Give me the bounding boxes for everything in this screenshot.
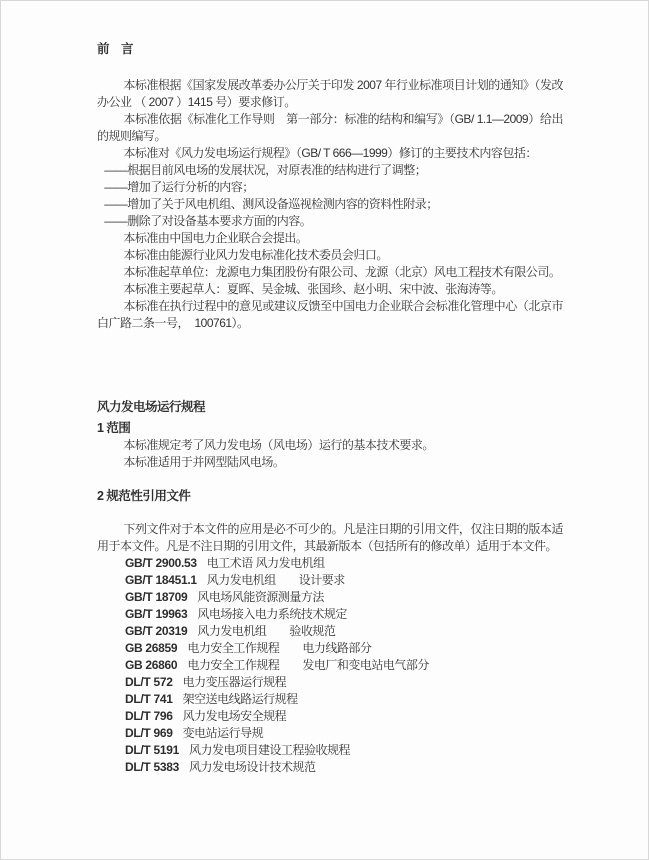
foreword-paragraph: 本标准由中国电力企业联合会提出。	[123, 231, 308, 245]
reference-title: 电力安全工作规程 发电厂和变电站电气部分	[187, 658, 429, 672]
reference-list	[97, 555, 563, 776]
foreword-paragraph: ——增加了运行分析的内容；	[104, 180, 254, 194]
foreword-title: 前 言	[97, 42, 134, 56]
foreword-paragraph: ——增加了关于风电机组、测风设备巡视检测内容的资料性附录；	[104, 197, 438, 211]
reference-title: 风力发电机组 验收规范	[197, 624, 336, 638]
reference-code: GB/T 19963	[125, 607, 188, 621]
section-1-heading: 1 范围	[97, 421, 131, 435]
reference-item	[125, 623, 563, 640]
reference-title: 风力发电机组 设计要求	[206, 573, 345, 587]
reference-code: DL/T 5383	[125, 760, 179, 774]
foreword-paragraph: 本标准在执行过程中的意见或建议反馈至中国电力企业联合会标准化管理中心（北京市白广路二条一号， 100761）。	[97, 299, 563, 330]
section-2-heading: 2 规范性引用文件	[97, 489, 191, 503]
section-2-intro-paragraph: 下列文件对于本文件的应用是必不可少的。凡是注日期的引用文件，仅注日期的版本适用于本文件。凡是不注日期的引用文件，其最新版本（包括所有的修改单）适用于本文件。	[97, 522, 563, 553]
reference-code: GB/T 2900.53	[125, 556, 197, 570]
reference-item	[125, 708, 563, 725]
reference-item	[125, 572, 563, 589]
reference-code: DL/T 572	[125, 675, 173, 689]
foreword-paragraph: 本标准起草单位：龙源电力集团股份有限公司、龙源（北京）风电工程技术有限公司。	[123, 265, 561, 279]
reference-title: 电力变压器运行规程	[182, 675, 287, 689]
reference-title: 架空送电线路运行规程	[182, 692, 298, 706]
reference-title: 电力安全工作规程 电力线路部分	[187, 641, 372, 655]
reference-item	[125, 742, 563, 759]
reference-code: DL/T 5191	[125, 743, 179, 757]
foreword-paragraph: 本标准根据《国家发展改革委办公厅关于印发 2007 年行业标准项目计划的通知》（发改办公业 （ 2007 ）1415 号）要求修订。	[97, 78, 563, 109]
reference-title: 变电站运行导规	[182, 726, 264, 740]
reference-item	[125, 759, 563, 776]
reference-title: 风电场接入电力系统技术规定	[197, 607, 347, 621]
section-1-paragraph: 本标准适用于并网型陆风电场。	[123, 455, 285, 469]
standard-title: 风力发电场运行规程	[97, 400, 206, 414]
foreword-paragraphs	[97, 77, 563, 332]
reference-code: DL/T 969	[125, 726, 173, 740]
reference-item	[125, 691, 563, 708]
reference-item	[125, 674, 563, 691]
reference-title: 电工术语 风力发电机组	[206, 556, 325, 570]
foreword-paragraph: ——根据目前风电场的发展状况，对原表准的结构进行了调整；	[104, 163, 427, 177]
foreword-paragraph: 本标准对《风力发电场运行规程》（GB/ T 666—1999）修订的主要技术内容包括：	[123, 146, 537, 160]
reference-code: DL/T 741	[125, 692, 173, 706]
reference-item	[125, 640, 563, 657]
page-content	[97, 41, 563, 776]
reference-code: GB/T 20319	[125, 624, 188, 638]
reference-code: DL/T 796	[125, 709, 173, 723]
reference-title: 风电场风能资源测量方法	[197, 590, 324, 604]
reference-code: GB/T 18709	[125, 590, 188, 604]
reference-item	[125, 725, 563, 742]
reference-title: 风力发电项目建设工程验收规程	[189, 743, 351, 757]
section-1-paragraphs	[97, 437, 563, 471]
reference-code: GB 26860	[125, 658, 178, 672]
foreword-paragraph: 本标准依据《标准化工作导则 第一部分：标准的结构和编写》（GB/ 1.1—2009）给出的规则编写。	[97, 112, 563, 143]
reference-item	[125, 657, 563, 674]
reference-code: GB/T 18451.1	[125, 573, 197, 587]
reference-title: 风力发电场安全规程	[182, 709, 287, 723]
reference-title: 风力发电场设计技术规范	[189, 760, 316, 774]
reference-item	[125, 606, 563, 623]
reference-item	[125, 555, 563, 572]
reference-item	[125, 589, 563, 606]
foreword-paragraph: 本标准主要起草人：夏晖、吴金城、张国珍、赵小明、宋中波、张海涛等。	[123, 282, 503, 296]
foreword-paragraph: 本标准由能源行业风力发电标准化技术委员会归口。	[123, 248, 388, 262]
reference-code: GB 26859	[125, 641, 178, 655]
foreword-paragraph: ——删除了对设备基本要求方面的内容。	[104, 214, 312, 228]
section-1-paragraph: 本标准规定考了风力发电场（风电场）运行的基本技术要求。	[123, 438, 434, 452]
